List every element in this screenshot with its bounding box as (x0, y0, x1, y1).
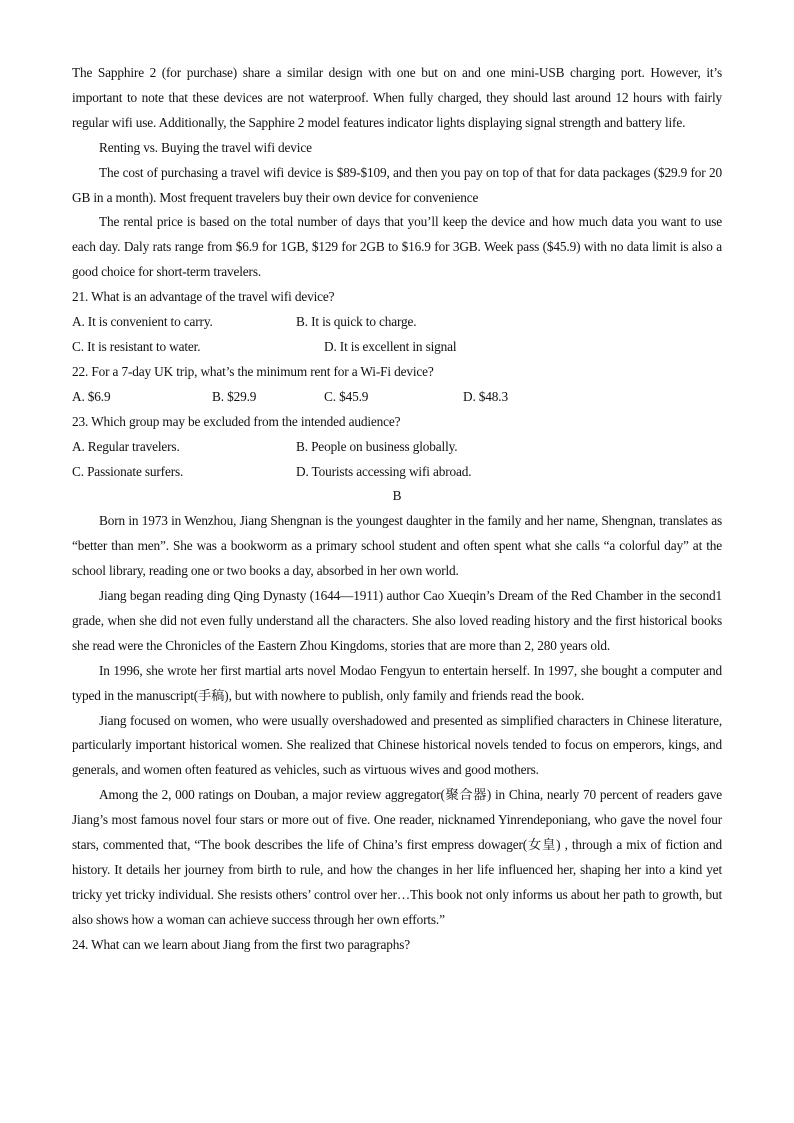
question-23-option-a: A. Regular travelers. (72, 438, 180, 454)
passage-b-paragraph-5: Among the 2, 000 ratings on Douban, a major review aggregator(聚合器) in China, nearly 70 percent of readers gave Jiang’s most famous novel four stars or more out of five. One reader, nicknamed Yinrendeponiang, who gave the novel four stars, commented that, “The book describes the life of China’s first empress dowager(女皇) , through a mix of fiction and history. It details her journey from birth to rule, and how the changes in her life influenced her, shaping her into a kind yet tricky yet tricky individual. She resists others’ control over her…This book not only informs us about her path to growth, but also shows how a woman can achieve success through her own efforts.” (72, 787, 722, 927)
question-22-option-d: D. $48.3 (463, 388, 508, 404)
passage-b-paragraph-2: Jiang began reading ding Qing Dynasty (1644—1911) author Cao Xueqin’s Dream of the Red Chamber in the second1 grade, when she did not even fully understand all the characters. She also loved reading history and the first historical books she read were the Chronicles of the Eastern Zhou Kingdoms, stories that are more than 2, 280 years old. (72, 588, 722, 653)
question-21-options-row-2 (72, 335, 722, 360)
question-21-option-d: D. It is excellent in signal (324, 338, 457, 354)
question-22-stem: 22. For a 7-day UK trip, what’s the minimum rent for a Wi-Fi device? (72, 363, 434, 379)
question-23-stem: 23. Which group may be excluded from the intended audience? (72, 413, 401, 429)
question-21-option-a: A. It is convenient to carry. (72, 314, 213, 330)
passage-a-paragraph-1: The Sapphire 2 (for purchase) share a similar design with one but on and one mini-USB charging port. However, it’s important to note that these devices are not waterproof. When fully charged, they should last around 12 hours with fairly regular wifi use. Additionally, the Sapphire 2 model features indicator lights displaying signal strength and battery life. (72, 65, 722, 130)
question-23-options-row-2 (72, 460, 722, 485)
question-22-option-c: C. $45.9 (324, 388, 369, 404)
question-23-options-row-1 (72, 435, 722, 460)
question-21-options-row-1 (72, 310, 722, 335)
question-22-option-b: B. $29.9 (212, 388, 257, 404)
question-23-option-d: D. Tourists accessing wifi abroad. (296, 463, 472, 479)
question-21-option-b: B. It is quick to charge. (296, 314, 417, 330)
question-22-option-a: A. $6.9 (72, 388, 111, 404)
passage-a-paragraph-2: The cost of purchasing a travel wifi device is $89-$109, and then you pay on top of that for data packages ($29.9 for 20 GB in a month). Most frequent travelers buy their own device for convenience (72, 164, 722, 205)
question-23-option-c: C. Passionate surfers. (72, 463, 184, 479)
passage-b-paragraph-4: Jiang focused on women, who were usually overshadowed and presented as simplified characters in Chinese literature, particularly important historical women. She realized that Chinese historical novels tended to focus on emperors, kings, and generals, and women often featured as vehicles, such as virtuous wives and good mothers. (72, 712, 722, 778)
passage-b-paragraph-1: Born in 1973 in Wenzhou, Jiang Shengnan is the youngest daughter in the family and her name, Shengnan, translates as “better than men”. She was a bookworm as a primary school student and often spent what she calls “a colorful day” at the school library, reading one or two books a day, absorbed in her own world. (72, 513, 722, 579)
question-21-stem: 21. What is an advantage of the travel wifi device? (72, 289, 335, 305)
question-23-option-b: B. People on business globally. (296, 438, 458, 454)
section-b-heading: B (392, 488, 402, 504)
passage-b-paragraph-3: In 1996, she wrote her first martial arts novel Modao Fengyun to entertain herself. In 1997, she bought a computer and typed in the manuscript(手稿), but with nowhere to publish, only family and friends read the book. (72, 662, 722, 703)
question-22-options-row (72, 385, 722, 410)
page-content (72, 61, 722, 958)
question-21-option-c: C. It is resistant to water. (72, 338, 201, 354)
question-24-stem: 24. What can we learn about Jiang from the first two paragraphs? (72, 936, 410, 952)
passage-a-paragraph-3: The rental price is based on the total number of days that you’ll keep the device and how much data you want to use each day. Daly rats range from $6.9 for 1GB, $129 for 2GB to $16.9 for 3GB. Week pass ($45.9) with no data limit is also a good choice for short-term travelers. (72, 214, 722, 280)
passage-a-heading: Renting vs. Buying the travel wifi device (99, 139, 312, 155)
